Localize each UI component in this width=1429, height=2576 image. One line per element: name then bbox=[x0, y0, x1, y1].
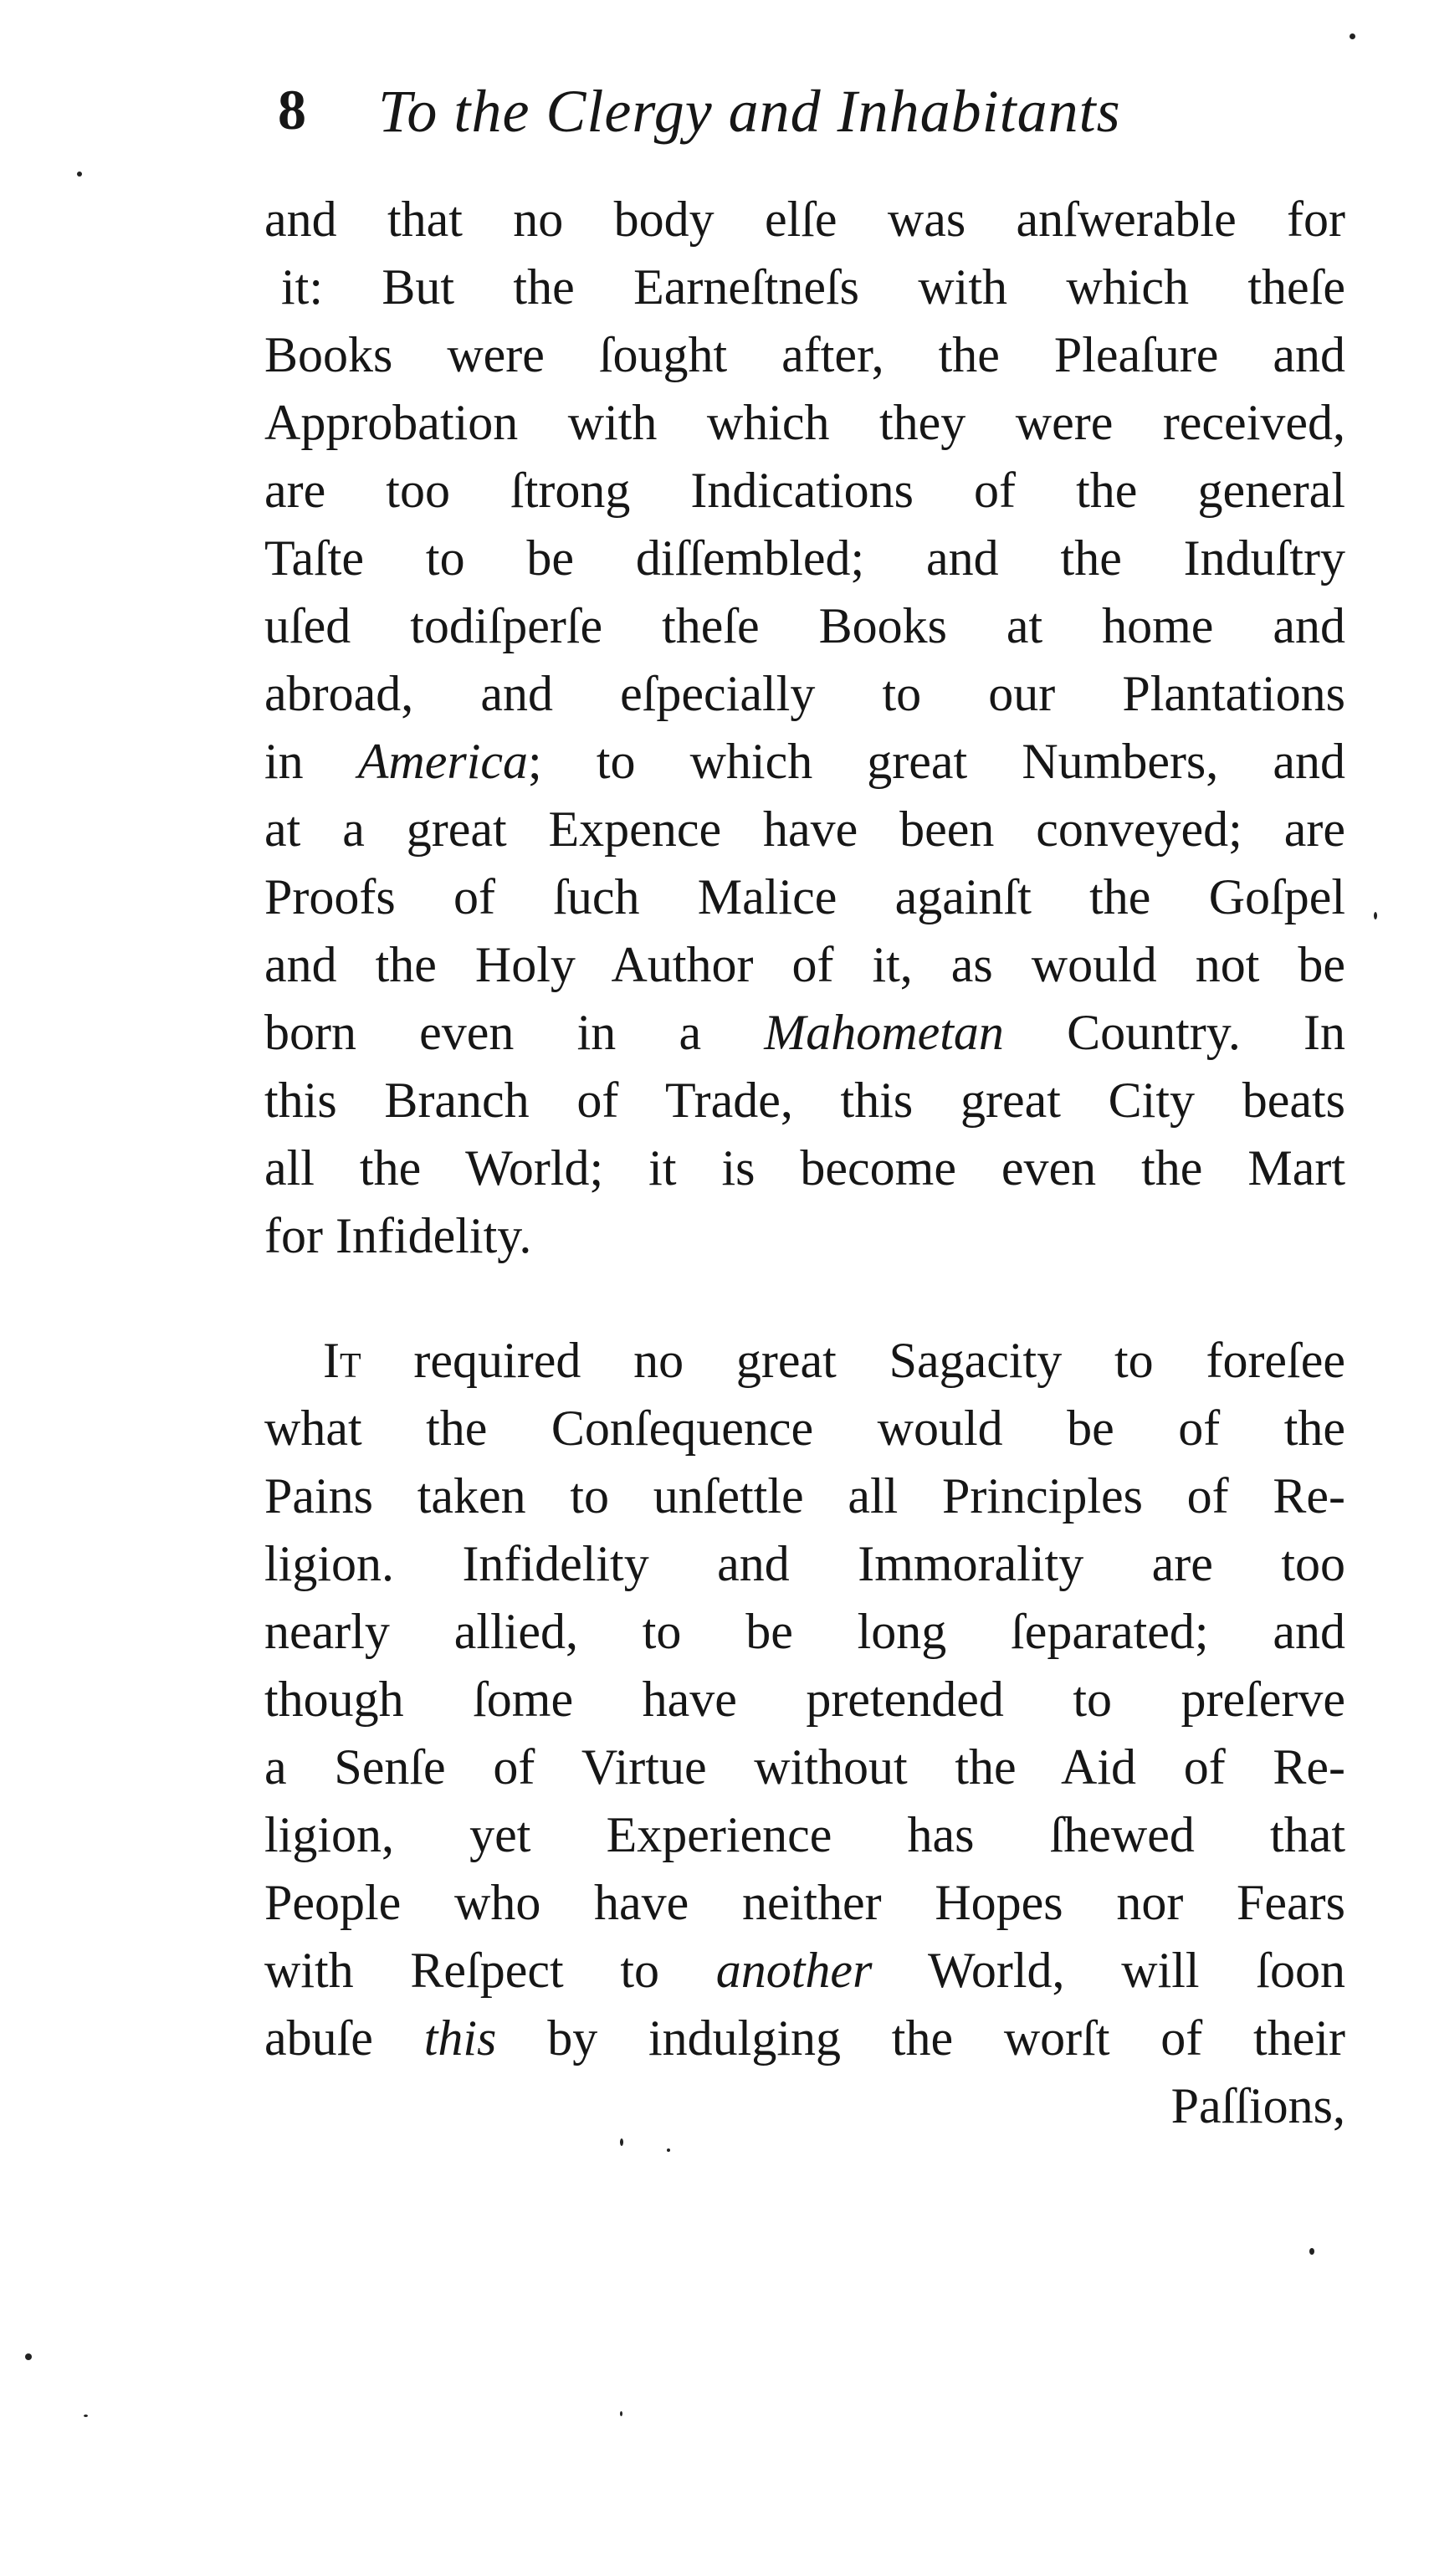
text-line bbox=[264, 1202, 1345, 1270]
scan-speck bbox=[1374, 912, 1377, 919]
text-segment: abroad, and eſpecially to our Plantations bbox=[264, 666, 1345, 721]
text-line bbox=[264, 660, 1345, 728]
text-segment: abuſe bbox=[264, 2010, 424, 2066]
text-line bbox=[264, 254, 1345, 321]
text-segment: Pains taken to unſettle all Principles of Re- bbox=[264, 1468, 1345, 1524]
running-head bbox=[278, 77, 1315, 161]
text-line bbox=[264, 1937, 1345, 2005]
text-line bbox=[264, 1734, 1345, 1801]
text-segment: Country. In bbox=[1003, 1005, 1345, 1060]
scan-speck bbox=[1350, 33, 1355, 39]
text-segment: and that no body elſe was anſwerable for bbox=[264, 192, 1345, 247]
text-line bbox=[264, 1462, 1345, 1530]
scan-speck bbox=[620, 2411, 622, 2416]
text-line bbox=[264, 728, 1345, 796]
text-segment: ligion. Infidelity and Immorality are too bbox=[264, 1536, 1345, 1591]
text-segment: what the Conſequence would be of the bbox=[264, 1401, 1345, 1456]
text-line bbox=[264, 1869, 1345, 1937]
text-line bbox=[264, 931, 1345, 999]
text-segment: at a great Expence have been conveyed; are bbox=[264, 801, 1345, 857]
text-segment-italic: Mahometan bbox=[764, 1005, 1004, 1060]
text-line bbox=[264, 796, 1345, 863]
text-segment: Approbation with which they were received, bbox=[264, 395, 1345, 450]
text-line bbox=[264, 592, 1345, 660]
text-segment: by indulging the worſt of their bbox=[496, 2010, 1345, 2066]
text-line bbox=[264, 186, 1345, 254]
text-line bbox=[264, 999, 1345, 1067]
text-segment-italic: America bbox=[357, 734, 529, 789]
text-line bbox=[264, 2005, 1345, 2072]
text-segment: World, will ſoon bbox=[872, 1943, 1345, 1998]
text-line bbox=[264, 1666, 1345, 1734]
text-segment: Proofs of ſuch Malice againſt the Goſpel bbox=[264, 869, 1345, 924]
text-segment: all the World; it is become even the Mart bbox=[264, 1140, 1345, 1196]
catchword bbox=[264, 2072, 1345, 2140]
text-segment-italic: this bbox=[423, 2010, 497, 2066]
text-segment: a Senſe of Virtue without the Aid of Re- bbox=[264, 1739, 1345, 1795]
paragraph-1 bbox=[264, 186, 1345, 1270]
text-segment: though ſome have pretended to preſerve bbox=[264, 1672, 1345, 1727]
text-segment: this Branch of Trade, this great City beats bbox=[264, 1073, 1345, 1128]
scan-speck bbox=[77, 172, 82, 177]
text-line bbox=[264, 389, 1345, 457]
text-segment: required no great Sagacity to foreſee bbox=[361, 1333, 1345, 1388]
text-segment-smallcaps: It bbox=[323, 1333, 361, 1388]
text-segment: ; to which great Numbers, and bbox=[528, 734, 1346, 789]
text-segment: in bbox=[264, 734, 358, 789]
running-title: To the Clergy and Inhabitants bbox=[378, 78, 1121, 145]
text-segment: with Reſpect to bbox=[264, 1943, 716, 1998]
page-number: 8 bbox=[278, 78, 306, 141]
text-line bbox=[264, 457, 1345, 525]
text-segment: and the Holy Author of it, as would not be bbox=[264, 937, 1345, 992]
text-line bbox=[264, 1134, 1345, 1202]
text-line bbox=[264, 1801, 1345, 1869]
text-line bbox=[264, 1598, 1345, 1666]
text-segment: for Infidelity. bbox=[264, 1208, 532, 1263]
paragraph-2 bbox=[264, 1327, 1345, 2140]
text-segment: Paſſions, bbox=[1170, 2078, 1345, 2133]
text-line bbox=[264, 525, 1345, 592]
text-line bbox=[264, 1395, 1345, 1462]
text-segment: nearly allied, to be long ſeparated; and bbox=[264, 1604, 1345, 1659]
scan-speck bbox=[25, 2353, 32, 2360]
text-segment: ligion, yet Experience has ſhewed that bbox=[264, 1807, 1345, 1862]
text-segment: People who have neither Hopes nor Fears bbox=[264, 1875, 1345, 1930]
text-segment: Taſte to be diſſembled; and the Induſtry bbox=[264, 530, 1345, 586]
text-segment: it: But the Earneſtneſs with which theſe bbox=[281, 259, 1345, 315]
scan-speck bbox=[620, 2138, 623, 2146]
text-segment: Books were ſought after, the Pleaſure and bbox=[264, 327, 1345, 382]
scan-speck bbox=[84, 2415, 88, 2417]
text-segment: are too ſtrong Indications of the general bbox=[264, 463, 1345, 518]
text-line bbox=[264, 1327, 1345, 1395]
scan-speck bbox=[667, 2148, 670, 2152]
text-line bbox=[264, 863, 1345, 931]
text-line bbox=[264, 321, 1345, 389]
scan-speck bbox=[1309, 2248, 1314, 2255]
text-segment-italic: another bbox=[715, 1943, 873, 1998]
text-segment: uſed todiſperſe theſe Books at home and bbox=[264, 598, 1345, 653]
text-line bbox=[264, 1067, 1345, 1134]
text-segment: born even in a bbox=[264, 1005, 765, 1060]
text-line bbox=[264, 1530, 1345, 1598]
